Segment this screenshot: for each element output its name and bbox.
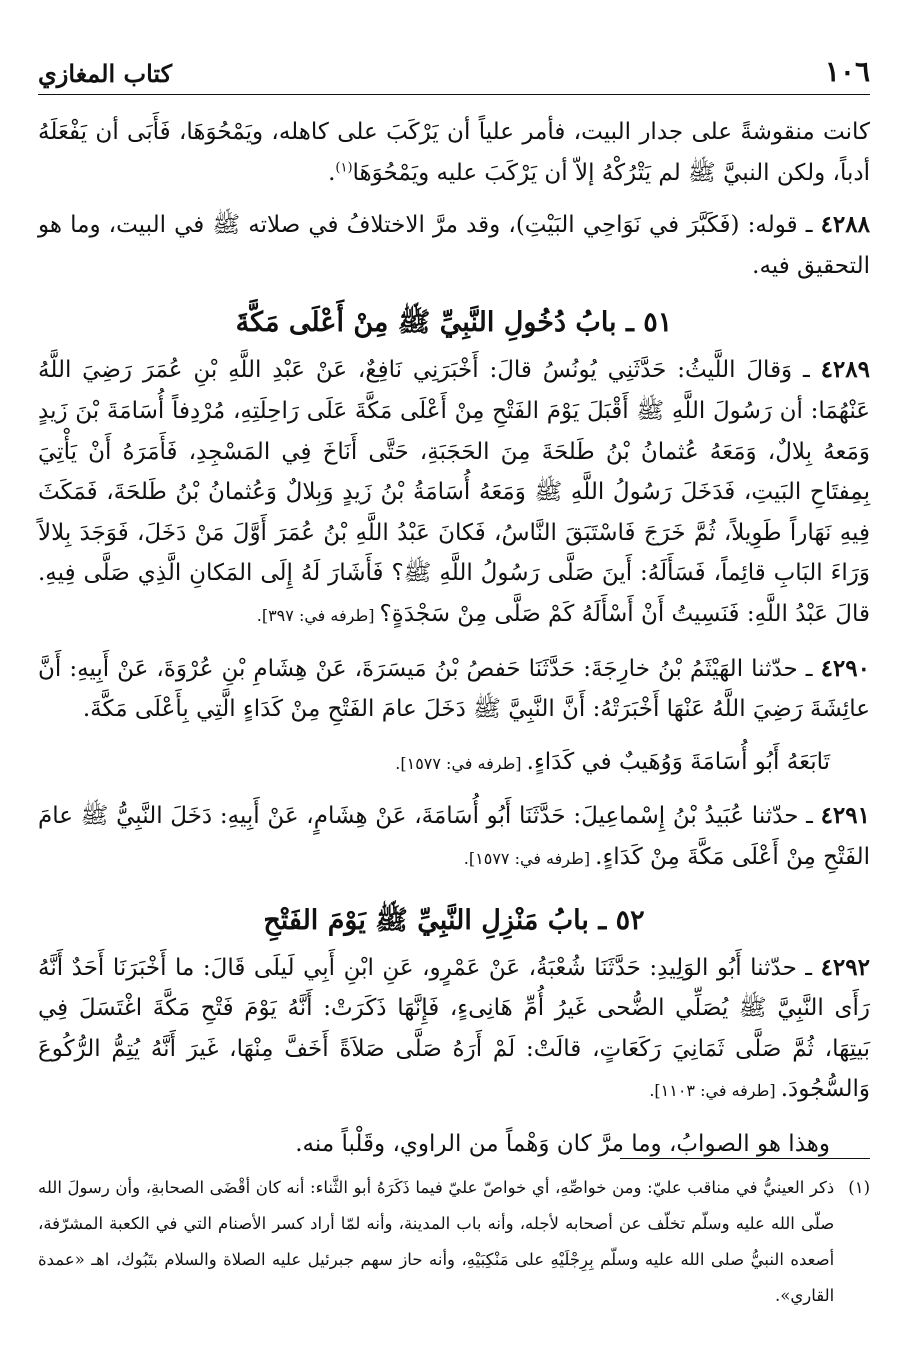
tabaahu-text: تَابَعَهُ أَبُو أُسَامَةَ وَوُهَيبٌ في كَدَاءٍ. xyxy=(526,748,830,775)
footnote-text: ذكر العينيُّ في مناقب عليّ: ومن خواصِّهِ، أي خواصّ عليّ فيما ذَكَرَهُ أبو الثَّناء: أنه كان أقْضَى الصحابةِ، وأن رسولَ الله صلّى الله عليه وسلّم تخلّف عن أصحابه لأجله، وأنه باب المدينة، وأنه لمّا أراد كسر الأصنام التي في الكعبة المشرّفة، أصعده النبيُّ صلى الله عليه وسلّم بِرِجْلَيْهِ على مَنْكِبَيْهِ، وأنه حاز سهم جبرئيل عليه الصلاة والسلام بتَبُوك، اهـ «عمدة القاري». xyxy=(38,1178,835,1305)
chapter-heading: ٥١ ـ بابُ دُخُولِ النَّبِيِّ ﷺ مِنْ أَعْلَى مَكَّةَ xyxy=(235,307,673,339)
hadith-4289 xyxy=(38,350,870,636)
tabaahu-note xyxy=(38,742,870,785)
period: . xyxy=(328,159,336,186)
commentary-paragraph xyxy=(38,112,870,193)
page-number: ١٠٦ xyxy=(824,55,870,88)
cross-reference: [طرفه في: ١١٠٣]. xyxy=(649,1081,781,1101)
hadith-4292 xyxy=(38,948,870,1112)
cross-reference: [طرفه في: ١٥٧٧]. xyxy=(395,753,527,773)
footnote xyxy=(38,1170,870,1314)
commentary-text: ـ قوله: (فَكَبَّرَ في نَوَاحِي البَيْتِ)، وقد مرَّ الاختلافُ في صلاته ﷺ في البيت، وما هو التحقيق فيه. xyxy=(38,212,870,279)
cross-reference: [طرفه في: ١٥٧٧]. xyxy=(463,848,596,868)
hadith-4291 xyxy=(38,796,870,879)
hadith-4290 xyxy=(38,649,870,730)
footnote-marker: (١) xyxy=(335,159,353,175)
hadith-number: ٤٢٩٢ xyxy=(820,953,870,981)
commentary-closing: وهذا هو الصوابُ، وما مرَّ كان وَهْماً من الراوي، وقَلْباً منه. xyxy=(295,1130,830,1157)
hadith-text: ـ وَقالَ اللَّيثُ: حَدَّثَنِي يُونُسُ قالَ: أَخْبَرَنِي نَافِعٌ، عَنْ عَبْدِ اللَّهِ بْنِ عُمَرَ رَضِيَ اللَّهُ عَنْهُمَا: أن رَسُولَ اللَّهِ ﷺ أَقْبَلَ يَوْمَ الفَتْحِ مِنْ أَعْلَى مَكَّةَ عَلَى رَاحِلَتِهِ، مُرْدِفاً أُسَامَةَ بْنَ زَيدٍ وَمَعهُ بِلالٌ، وَمَعَهُ عُثمانُ بْنُ طَلحَةَ مِنَ الحَجَبَةِ، حَتَّى أَنَاخَ فِي المَسْجِدِ، فَأَمَرَهُ أَنْ يَأْتِيَ بِمِفتَاحِ البَيتِ، فَدَخَلَ رَسُولُ اللَّهِ ﷺ وَمَعَهُ أُسَامَةُ بْنُ زَيدٍ وَبِلالٌ وَعُثمانُ بْنُ طَلحَةَ، فَمَكَثَ فِيهِ نَهَاراً طَوِيلاً، ثُمَّ خَرَجَ فَاسْتَبَقَ النَّاسُ، فَكانَ عَبْدُ اللَّهِ بْنُ عُمَرَ أَوَّلَ مَنْ دَخَلَ، فَوَجَدَ بِلالاً وَرَاءَ البَابِ قائِماً، فَسَأَلَهُ: أَينَ صَلَّى رَسُولُ اللَّهِ ﷺ؟ فَأَشَارَ لَهُ إِلَى المَكانِ الَّذِي صَلَّى فِيهِ. قالَ عَبْدُ اللَّهِ: فَنَسِيتُ أَنْ أَسْأَلَهُ كَمْ صَلَّى مِنْ سَجْدَةٍ؟ xyxy=(38,357,870,627)
chapter-heading: ٥٢ ـ بابُ مَنْزِلِ النَّبِيِّ ﷺ يَوْمَ الفَتْحِ xyxy=(263,904,645,936)
hadith-number: ٤٢٨٩ xyxy=(820,356,870,384)
hadith-text: ـ حدّثنا أَبُو الوَلِيدِ: حَدَّثَنَا شُعْبَةُ، عَنْ عَمْرٍو، عَنِ ابْنِ أَبِي لَيلَى قَالَ: ما أَخْبَرَنَا أَحَدٌ أَنَّهُ رَأَى النَّبِيَّ ﷺ يُصَلِّي الضُّحى غَيرُ أُمِّ هَانِىءٍ، فَإِنَّهَا ذَكَرَتْ: أَنَّهُ يَوْمَ فَتْحِ مَكَّةَ اغْتَسَلَ فِي بَيتِهَا، ثُمَّ صَلَّى ثَمَانِيَ رَكَعَاتٍ، قالَتْ: لَمْ أَرَهُ صَلَّى صَلاَةً أَخَفَّ مِنْهَا، غَيرَ أَنَّهُ يُتِمُّ الرُّكُوعَ وَالسُّجُودَ. xyxy=(38,954,870,1103)
footnote-divider xyxy=(620,1158,870,1159)
page-body xyxy=(38,112,870,1164)
page-header xyxy=(38,50,870,95)
running-title: كتاب المغازي xyxy=(38,59,173,88)
cross-reference: [طرفه في: ٣٩٧]. xyxy=(256,605,380,625)
hadith-text: ـ حدّثنا الهَيْثَمُ بْنُ خارِجَةَ: حَدَّثَنَا حَفصُ بْنُ مَيسَرَةَ، عَنْ هِشَامِ بْنِ عُرْوَةَ، عَنْ أَبِيهِ: أَنَّ عائِشَةَ رَضِيَ اللَّهُ عَنْهَا أَخْبَرَتْهُ: أَنَّ النَّبِيَّ ﷺ دَخَلَ عامَ الفَتْحِ مِنْ كَدَاءٍ الَّتِي بِأَعْلَى مَكَّةَ. xyxy=(38,655,870,723)
hadith-number: ٤٢٩١ xyxy=(820,802,870,830)
hadith-number: ٤٢٩٠ xyxy=(820,654,870,682)
commentary-text: كانت منقوشةً على جدار البيت، فأمر علياً أن يَرْكَبَ على كاهله، ويَمْحُوَهَا، فَأَبَى أن يَفْعَلَهُ أدباً، ولكن النبيَّ ﷺ لم يَتْرُكْهُ إلاّ أن يَرْكَبَ عليه ويَمْحُوَهَا xyxy=(38,119,870,186)
commentary-paragraph-4288 xyxy=(38,205,870,286)
paragraph-number: ٤٢٨٨ xyxy=(820,211,870,239)
footnote-number: (١) xyxy=(848,1178,870,1197)
hadith-text: ـ حدّثنا عُبَيدُ بْنُ إِسْماعِيلَ: حَدَّثَنَا أَبُو أُسَامَةَ، عَنْ هِشَامٍ، عَنْ أَبِيهِ: دَخَلَ النَّبِيُّ ﷺ عامَ الفَتْحِ مِنْ أَعْلَى مَكَّةَ مِنْ كَدَاءٍ. xyxy=(38,803,870,870)
